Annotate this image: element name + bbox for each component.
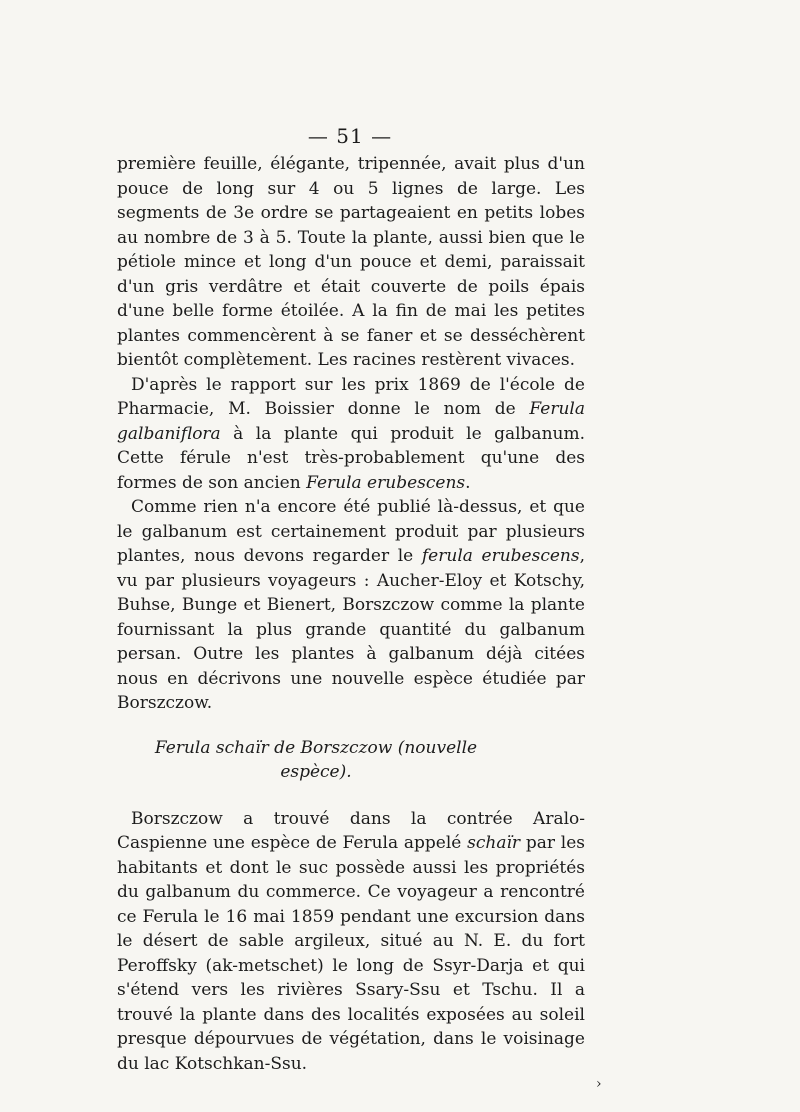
body-text xyxy=(117,152,585,1076)
paragraph-3-text-b: , vu par plusieurs voyageurs : Aucher-Eloy et Kotschy, Buhse, Bunge et Bienert, Borszczow comme la plante fournissant la plus grande quantité du galbanum persan. Outre les plantes à galbanum déjà citées nous en décrivons une nouvelle espèce étudiée par Borszczow. xyxy=(117,546,586,713)
species-name-erubescens-lower: ferula erubescens xyxy=(421,546,580,566)
species-name-galbaniflora: Ferula galbaniflora xyxy=(117,399,585,444)
paragraph-3 xyxy=(117,495,585,716)
paragraph-4-text-b: par les habitants et dont le suc possède aussi les propriétés du galbanum du commerce. Ce voyageur a rencontré ce Ferula le 16 mai 1859 pendant une excursion dans le désert de sable argileux, situé au N. E. du fort Peroffsky (ak-metschet) le long de Ssyr-Darja et qui s'étend vers les rivières Ssary-Ssu et Tschu. Il a trouvé la plante dans des localités exposées au soleil presque dépourvues de végétation, dans le voisinage du lac Kotschkan-Ssu. xyxy=(117,833,585,1074)
paragraph-3-text-a: Comme rien n'a encore été publié là-dessus, et que le galbanum est certainement produit par plusieurs plantes, nous devons regarder le xyxy=(117,497,585,566)
paragraph-2-text-a: D'après le rapport sur les prix 1869 de l'école de Pharmacie, M. Boissier donne le nom de xyxy=(117,374,585,419)
paragraph-2-text-b: à la plante qui produit le galbanum. Cette férule n'est très-probablement qu'une des formes de son ancien xyxy=(117,423,585,493)
stray-ink-mark: › xyxy=(596,1076,602,1092)
paragraph-4 xyxy=(117,807,585,1077)
local-name-schair: schaïr xyxy=(467,833,521,853)
page-number: — 51 — xyxy=(307,124,393,148)
section-heading: Ferula schaïr de Borszczow (nouvelle espèce). xyxy=(154,737,478,782)
paragraph-2-text-c: . xyxy=(465,472,471,493)
paragraph-4-text-a: Borszczow a trouvé dans la contrée Aralo-Caspienne une espèce de Ferula appelé xyxy=(117,808,585,853)
paragraph-2 xyxy=(117,373,585,496)
species-name-erubescens: Ferula erubescens xyxy=(306,472,466,493)
paragraph-1: première feuille, élégante, tripennée, avait plus d'un pouce de long sur 4 ou 5 lignes de large. Les segments de 3e ordre se partageaient en petits lobes au nombre de 3 à 5. Toute la plante, aussi bien que le pétiole mince et long d'un pouce et demi, paraissait d'un gris verdâtre et était couverte de poils épais d'une belle forme étoilée. A la fin de mai les petites plantes commencèrent à se faner et se desséchèrent bientôt complètement. Les racines restèrent vivaces. xyxy=(117,154,585,370)
